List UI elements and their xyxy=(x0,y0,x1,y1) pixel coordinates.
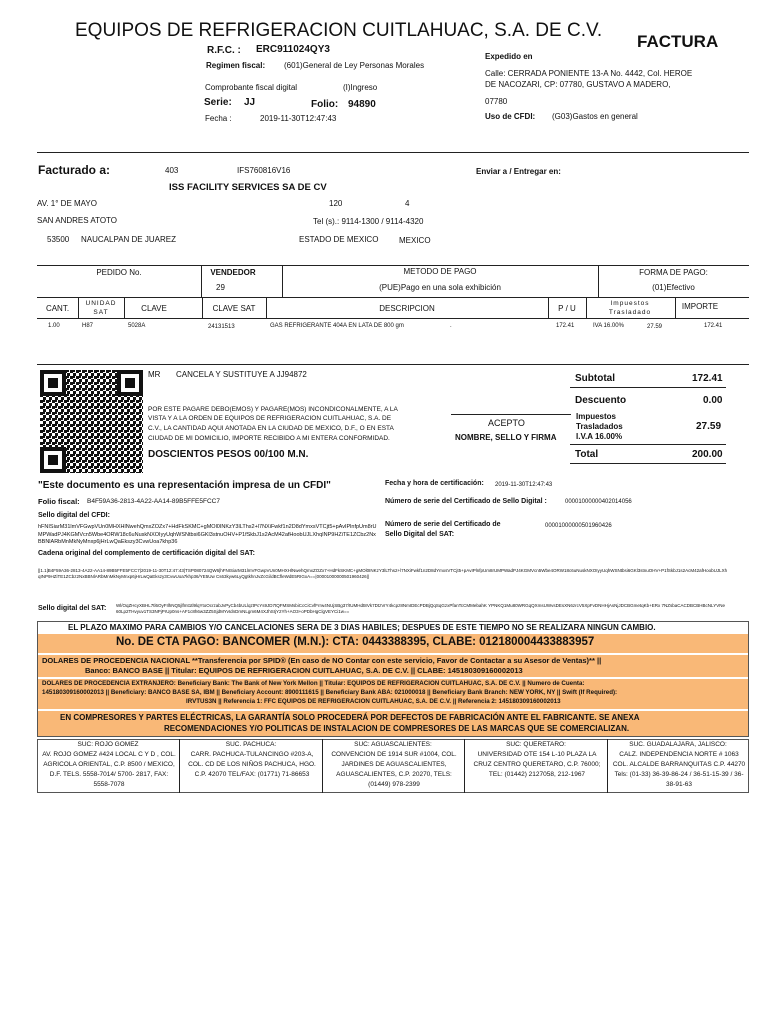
row-clave: 5028A xyxy=(128,323,146,329)
cancela-text: CANCELA Y SUSTITUYE A JJ94872 xyxy=(176,370,307,379)
expedido-line-2: DE NACOZARI, CP: 07780, GUSTAVO A MADERO, xyxy=(485,80,671,89)
dolares-nacional-line-1: DOLARES DE PROCEDENCIA NACIONAL **Transferencia por SPID® (En caso de NO Contar con este servicio, Favor de Contactar a su Asesor de Ventas)** || xyxy=(42,656,602,665)
branch-address: UNIVERSIDAD OTE 154 L-10 PLAZA LA CRUZ CENTRO QUERETARO, C.P. 76000; TEL: (01442) 2127058, 212-1967 xyxy=(473,751,601,778)
enviar-label: Enviar a / Entregar en: xyxy=(476,167,561,176)
regimen-label: Regimen fiscal: xyxy=(206,61,266,70)
acepto-line xyxy=(451,414,571,415)
comprobante-label: Comprobante fiscal digital xyxy=(205,83,298,92)
folio-fiscal-value: B4F59A36-2813-4A22-AA14-89B5FFE5FCC7 xyxy=(87,498,220,505)
items-col-sep-6 xyxy=(586,297,587,318)
branch-title: SUC: ROJO GOMEZ xyxy=(77,741,139,748)
garantia-line-1: EN COMPRESORES Y PARTES ELÉCTRICAS, LA GARANTÍA SOLO PROCEDERÁ POR DEFECTOS DE FABRICACIÓN ANTE EL FABRICANTE. SE ANEXA xyxy=(60,713,640,722)
amount-in-words: DOSCIENTOS PESOS 00/100 M.N. xyxy=(148,449,309,460)
client-colonia: SAN ANDRES ATOTO xyxy=(37,216,118,225)
row-importe: 172.41 xyxy=(704,323,723,329)
vendedor-label: VENDEDOR xyxy=(210,268,256,277)
client-country: MEXICO xyxy=(399,236,431,245)
row-desc: GAS REFRIGERANTE 404A EN LATA DE 800 gm xyxy=(270,323,404,329)
folio-value: 94890 xyxy=(348,99,376,110)
expedido-line-3: 07780 xyxy=(485,97,508,106)
fecha-cert-value: 2019-11-30T12:47:43 xyxy=(495,482,553,488)
client-ext-number: 120 xyxy=(329,199,343,208)
branch-title: SUC. GUADALAJARA, JALISCO: xyxy=(629,741,727,748)
branch-address: AV. ROJO GOMEZ #424 LOCAL C Y D , COL. AGRICOLA ORIENTAL, C.P. 8500 / MEXICO, D.F. TELS. 5558-7014/ 5700- 2817, FAX: 5558-7078 xyxy=(42,751,176,788)
pagare-line-1: POR ESTE PAGARE DEBO(EMOS) Y PAGARE(MOS) INCONDICONALMENTE, A LA xyxy=(148,406,398,413)
doc-type-title: FACTURA xyxy=(637,32,719,51)
pagare-line-2: VISTA Y A LA ORDEN DE EQUIPOS DE REFRIGERACION CUITLAHUAC, S.A. DE xyxy=(148,415,392,422)
facturado-label: Facturado a: xyxy=(38,163,111,177)
fecha-value: 2019-11-30T12:47:43 xyxy=(260,114,337,123)
expedido-label: Expedido en xyxy=(485,52,533,61)
col-descripcion: DESCRIPCION xyxy=(379,304,435,313)
col-cant: CANT. xyxy=(45,304,70,313)
cfdi-legend: "Este documento es una representación impresa de un CFDI" xyxy=(38,480,331,491)
serie-label: Serie: xyxy=(204,97,232,108)
descuento-value: 0.00 xyxy=(703,395,723,406)
rfc-value: ERC911024QY3 xyxy=(256,44,330,55)
client-rfc: IFS760816V16 xyxy=(237,166,291,175)
row-clave-sat: 24131513 xyxy=(208,324,235,330)
serie-cert-value: 00001000000402014056 xyxy=(565,499,632,505)
subtotal-label: Subtotal xyxy=(575,373,615,384)
iva-label: I.V.A 16.00% xyxy=(576,432,623,441)
serie-cert-label: Número de serie del Certificado de Sello Digital : xyxy=(385,498,547,505)
client-number: 403 xyxy=(165,166,179,175)
forma-label: FORMA DE PAGO: xyxy=(639,268,708,277)
serie-sat-label-2: Sello Digital del SAT: xyxy=(385,531,455,538)
firma-label: NOMBRE, SELLO Y FIRMA xyxy=(455,433,557,442)
dolares-nacional-line-2: Banco: BANCO BASE || Titular: EQUIPOS DE REFRIGERACION CUITLAHUAC, S.A. DE C.V. || CLABE: 145180309160002013 xyxy=(85,666,523,675)
total-overline xyxy=(570,444,726,445)
garantia-line-2: RECOMENDACIONES Y/O POLITICAS DE INSTALACION DE COMPRESORES DE LAS MARCAS QUE SE COMERCIALIZAN. xyxy=(164,724,630,733)
folio-label: Folio: xyxy=(311,99,339,110)
branch-sep-4 xyxy=(607,739,608,793)
branch-address: CONVENCION DE 1914 SUR #1004, COL. JARDINES DE AGUASCALIENTES, AGUASCALIENTES, C.P. 20270, TELS: (01449) 978-2399 xyxy=(331,751,457,788)
fecha-cert-label: Fecha y hora de certificación: xyxy=(385,480,484,487)
col-impuestos: Impuestos Trasladado xyxy=(608,300,652,316)
sello-cfdi-label: Sello digital del CFDI: xyxy=(38,512,110,519)
col-pu: P / U xyxy=(558,304,576,313)
branch-title: SUC: QUERETARO: xyxy=(506,741,566,748)
acepto-label: ACEPTO xyxy=(488,418,525,428)
qr-code xyxy=(40,370,143,473)
branch-sep-1 xyxy=(179,739,180,793)
serie-sat-value: 00001000000501960426 xyxy=(545,523,612,529)
client-state: ESTADO DE MEXICO xyxy=(299,235,379,244)
col-clave-sat: CLAVE SAT xyxy=(212,304,256,313)
impuestos-label: Impuestos xyxy=(576,412,617,421)
metodo-value: (PUE)Pago en una sola exhibición xyxy=(379,283,501,292)
row-iva-amount: 27.59 xyxy=(647,324,663,330)
client-phone: Tel (s).: 9114-1300 / 9114-4320 xyxy=(313,217,424,226)
regimen-value: (601)General de Ley Personas Morales xyxy=(284,61,425,70)
metodo-label: METODO DE PAGO xyxy=(403,267,477,276)
order-table-mid xyxy=(37,297,749,298)
header-divider xyxy=(37,152,749,153)
cadena-value: ||1.1|B4F59A36-2813-4A22-AA14-89B5FFE5FCC7|2019-11-30T12:47:43|TSP080724QW6|hFNISiarM31lmVFGwpVUn0MHXHlNwehQmxZOZx7+HdFkSKMC+gMOl0INKzY3lLThs2+l7NXiFwkf1n2D8dYmxsVTCjt5+pAvIPlnfpUm8rUMPWadPJ4KGMVcn5Wbe4ORW18c6uNuskNXOIyyUqhWSNtbsi6GKl3stnuOHV+P1fSkbJ1s2AcM42afHoobUJLXhqINP9HZiTE1ZCbz2NxBBNlARbMnMkNyMnxp6jHrLwQaEkszy3CvwUoa7khp36/YE5Uw Cs63kyw6LyQgtkhnJvZcGi/dBCfleWdE5RIGxA==|00001000000501960426|| xyxy=(38,568,728,579)
client-city: NAUCALPAN DE JUAREZ xyxy=(81,235,176,244)
items-header-bottom xyxy=(37,318,749,319)
sello-sat-label: Sello digital del SAT: xyxy=(38,605,107,612)
total-value: 200.00 xyxy=(692,449,723,460)
forma-value: (01)Efectivo xyxy=(652,283,695,292)
uso-cfdi-label: Uso de CFDI: xyxy=(485,112,536,121)
row-unidad: H87 xyxy=(82,323,94,329)
serie-value: JJ xyxy=(244,97,256,108)
plazo-notice: EL PLAZO MAXIMO PARA CAMBIOS Y/O CANCELACIONES SERA DE 3 DIAS HABILES; DESPUES DE ESTE TIEMPO NO SE REALIZARA NINGUN CAMBIO. xyxy=(68,623,656,632)
order-table-top xyxy=(37,265,749,266)
branch-title: SUC: AGUASCALIENTES: xyxy=(354,741,432,748)
row-pu: 172.41 xyxy=(556,323,575,329)
dolares-ext-line-1: DOLARES DE PROCEDENCIA EXTRANJERO: Beneficiary Bank: The Bank of New York Mellon || Titular: EQUIPOS DE REFRIGERACION CUITLAHUAC, S.A. DE C.V. || Numero de Cuenta: xyxy=(42,680,585,687)
qr-code-graphic xyxy=(40,370,143,473)
uso-cfdi-value: (G03)Gastos en general xyxy=(552,112,638,121)
client-int-number: 4 xyxy=(405,199,410,208)
fecha-label: Fecha : xyxy=(205,114,232,123)
rfc-label: R.F.C. : xyxy=(207,45,241,56)
total-label: Total xyxy=(575,449,599,460)
pagare-line-4: CIUDAD DE MI DOMICILIO, IMPORTE RECIBIDO A MI ENTERA CONFORMIDAD. xyxy=(148,435,390,442)
trasladados-label: Trasladados xyxy=(576,422,623,431)
client-cp: 53500 xyxy=(47,235,70,244)
client-name: ISS FACILITY SERVICES SA DE CV xyxy=(169,182,327,193)
pagare-line-3: C.V., LA CANTIDAD AQUI ANOTADA EN LA CIUDAD DE MEXICO, D.F., O EN ESTA xyxy=(148,425,394,432)
comprobante-value: (I)Ingreso xyxy=(343,83,378,92)
branch-title: SUC. PACHUCA: xyxy=(225,741,277,748)
folio-fiscal-label: Folio fiscal: xyxy=(38,497,80,506)
row-dot: . xyxy=(450,323,452,329)
col-clave: CLAVE xyxy=(141,304,167,313)
vendedor-value: 29 xyxy=(216,283,225,292)
branch-address: CALZ. INDEPENDENCIA NORTE # 1063 COL. ALCALDE BARRANQUITAS C.P. 44270 Tels: (01-33) 36-39-86-24 / 36-51-15-39 / 36-38-91-63 xyxy=(612,751,746,788)
items-end-divider xyxy=(37,364,749,365)
subtotal-value: 172.41 xyxy=(692,373,723,384)
col-unidad: UNIDAD SAT xyxy=(85,300,117,316)
mr-label: MR xyxy=(148,370,161,379)
subtotal-underline xyxy=(570,387,726,388)
cadena-label: Cadena original del complemento de certificación digital del SAT: xyxy=(38,550,255,557)
col-importe: IMPORTE xyxy=(681,302,719,311)
pedido-label: PEDIDO No. xyxy=(96,268,142,277)
sello-cfdi-value: hFNISiarM31lmVFGwpVUn0MHXHlNwehQmxZOZx7+HdFkSKMC+gMOl0INKzY3lLThs2+l7NXiFwkf1n2D8dYmxsVTCjt5+pAvIPlnfpUm8rUMPWadPJ4KGMVcn5Wbe4ORW18c6uNuskNXOIyyUqhWSNtbsi6GKl3stnuOHV+P1fSkbJ1s2AcM42afHoobUJLXhqINP9HZiTE1ZCbz2NxBBNlARbMnMkNyMnxp6jHrLwQaEkszy3CvwUoa7khp36 xyxy=(38,524,377,545)
account-text: No. DE CTA PAGO: BANCOMER (M.N.): CTA: 0443388395, CLABE: 012180004433883957 xyxy=(116,636,595,648)
serie-sat-label-1: Número de serie del Certificado de xyxy=(385,521,501,528)
row-iva: IVA 16.00% xyxy=(593,323,624,329)
sello-sat-value: Wl/OqZHcyXBHL7tl6OyFIlhNQ5jlfmt1tl9lqYtoOcrzabJvPyCb4bULlqztPcYs9JD7tQFMSMsbiCcCiCvfFrrw4NUjSBg37/tUMHdt8Vk7DtzVrY4kcpz8NmIDEcPDBjQqSqGzxPfanTcCMMebahK YPNKQ1Mu80WRGqQXmsUWvsDEsXN6zrcV5XpFvDNHHjAsNjJDCBGmetqKb+ERx 7NZsbaCACDBCBHBcNLYVNe60Lp2THvyuv1TS3NPjPrUp0ns+AF1c8h6w3ZZ5SjdMYvIdnDmNLgm6M4XJhSIjY2Yh+AO3+oPDbHgClgVEYCi1w== xyxy=(116,603,725,614)
dolares-ext-line-2: 145180309160002013 || Beneficiary: BANCO BASE SA, IBM || Beneficiary Account: 8900111615 || Beneficiary Bank ABA: 021000018 || Beneficiary Bank Branch: NEW YORK, NY || Swift (If Required): xyxy=(42,689,618,696)
company-name: EQUIPOS DE REFRIGERACION CUITLAHUAC, S.A. DE C.V. xyxy=(75,20,603,41)
branch-sep-3 xyxy=(464,739,465,793)
total-underline xyxy=(570,463,726,464)
expedido-line-1: Calle: CERRADA PONIENTE 13-A No. 4442, Col. HEROE xyxy=(485,69,693,78)
client-street: AV. 1° DE MAYO xyxy=(37,199,97,208)
row-cant: 1.00 xyxy=(48,323,60,329)
branch-sep-2 xyxy=(322,739,323,793)
impuestos-value: 27.59 xyxy=(696,421,722,432)
branch-address: CARR. PACHUCA-TULANCINGO #203-A, COL. CD DE LOS NIÑOS PACHUCA, HGO. C.P. 42070 TEL/FAX: (01771) 71-86653 xyxy=(188,751,316,778)
descuento-label: Descuento xyxy=(575,395,627,406)
dolares-ext-line-3: IRVTUS3N || Referencia 1: FFC EQUIPOS DE REFRIGERACION CUITLAHUAC, S.A. DE C.V. || Referencia 2: 145180309160002013 xyxy=(186,698,561,705)
items-col-sep-1 xyxy=(78,297,79,318)
